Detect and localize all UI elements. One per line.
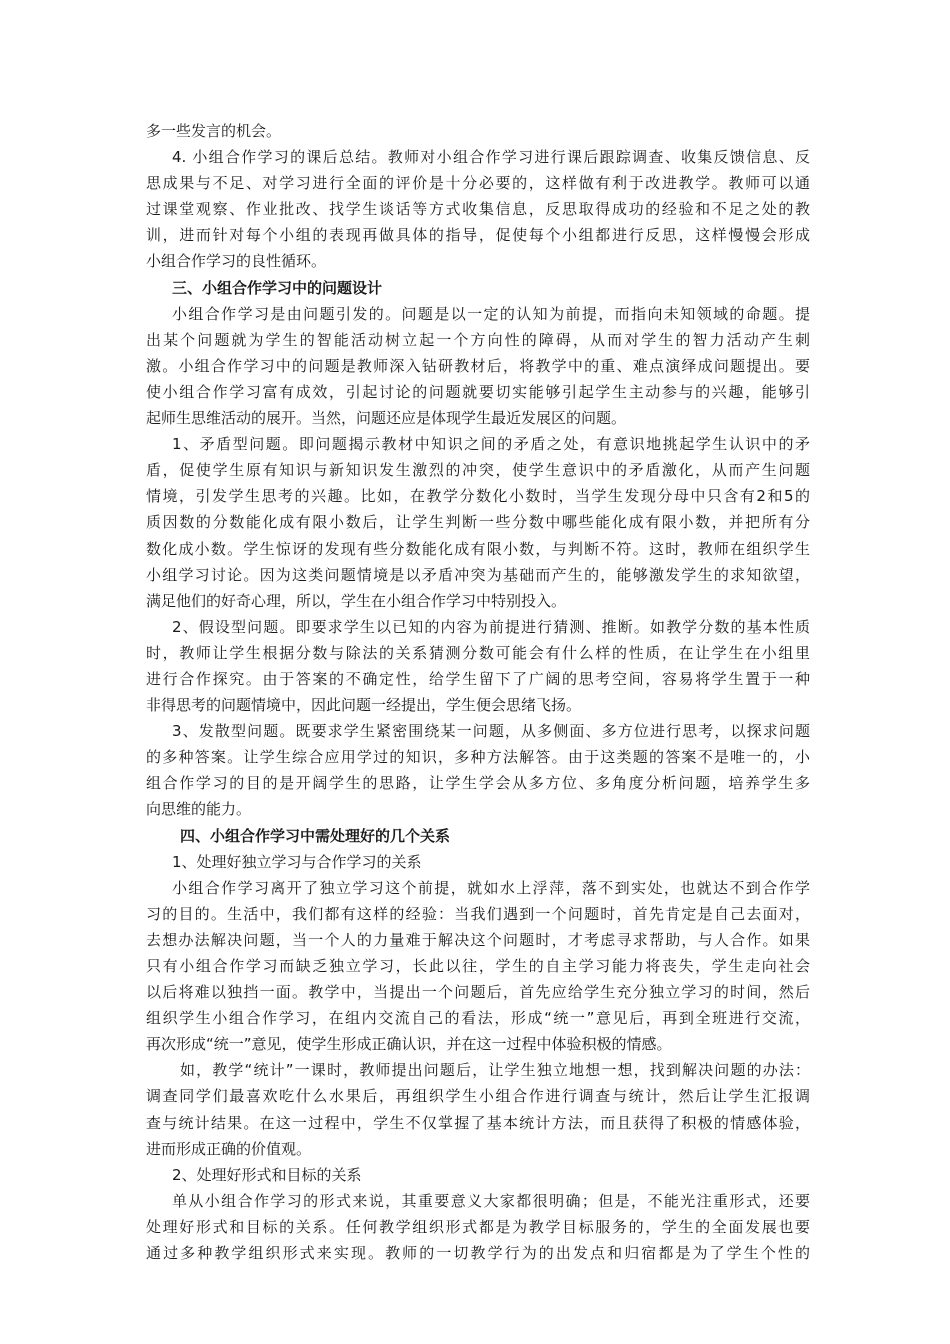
paragraph-line: 组合作学习的目的是开阔学生的思路，让学生学会从多方位、多角度分析问题，培养学生多 (146, 774, 810, 793)
paragraph-line: 数化成小数。学生惊讶的发现有些分数能化成有限小数，与判断不符。这时，教师在组织学生 (146, 539, 810, 558)
paragraph-line: 满足他们的好奇心理，所以，学生在小组合作学习中特别投入。 (146, 591, 567, 610)
paragraph-line: 调查同学们最喜欢吃什么水果后，再组织学生小组合作进行调查与统计，然后让学生汇报调 (146, 1087, 810, 1106)
paragraph-line: 如，教学“统计”一课时，教师提出问题后，让学生独立地想一想，找到解决问题的办法： (180, 1061, 810, 1080)
paragraph-line: 处理好形式和目标的关系。任何教学组织形式都是为教学目标服务的，学生的全面发展也要 (146, 1217, 810, 1236)
paragraph-line: 激。小组合作学习中的问题是教师深入钻研教材后，将教学中的重、难点演绎成问题提出。要 (146, 356, 810, 375)
subsection-heading: 1、处理好独立学习与合作学习的关系 (172, 852, 422, 871)
paragraph-line: 通过多种教学组织形式来实现。教师的一切教学行为的出发点和归宿都是为了学生个性的 (146, 1244, 810, 1263)
paragraph-line: 使小组合作学习富有成效，引起讨论的问题就要切实能够引起学生主动参与的兴趣，能够引 (146, 382, 810, 401)
paragraph-line: 小组合作学习是由问题引发的。问题是以一定的认知为前提，而指向未知领域的命题。提 (172, 304, 810, 323)
paragraph-line: 小组学习讨论。因为这类问题情境是以矛盾冲突为基础而产生的，能够激发学生的求知欲望， (146, 565, 810, 584)
paragraph-line: 进行合作探究。由于答案的不确定性，给学生留下了广阔的思考空间，容易将学生置于一种 (146, 669, 810, 688)
paragraph-line: 时，教师让学生根据分数与除法的关系猜测分数可能会有什么样的性质，在让学生在小组里 (146, 643, 810, 662)
paragraph-line: 训，进而针对每个小组的表现再做具体的指导，促使每个小组都进行反思，这样慢慢会形成 (146, 226, 810, 245)
paragraph-line: 思成果与不足、对学习进行全面的评价是十分必要的，这样做有利于改进教学。教师可以通 (146, 174, 810, 193)
paragraph-line: 出某个问题就为学生的智能活动树立起一个方向性的障碍，从而对学生的智力活动产生刺 (146, 330, 810, 349)
paragraph-line: 情境，引发学生思考的兴趣。比如，在教学分数化小数时，当学生发现分母中只含有2和5的 (146, 487, 810, 506)
section-heading: 三、小组合作学习中的问题设计 (172, 278, 383, 297)
paragraph-line: 单从小组合作学习的形式来说，其重要意义大家都很明确；但是，不能光注重形式，还要 (172, 1191, 810, 1210)
document-body (146, 118, 810, 1266)
paragraph-line: 小组合作学习的良性循环。 (146, 252, 327, 271)
paragraph-line: 组织学生小组合作学习，在组内交流自己的看法，形成“统一”意见后，再到全班进行交流， (146, 1009, 810, 1028)
paragraph-line: 去想办法解决问题，当一个人的力量难于解决这个问题时，才考虑寻求帮助，与人合作。如果 (146, 930, 810, 949)
subsection-heading: 2、处理好形式和目标的关系 (172, 1165, 362, 1184)
paragraph-line: 4. 小组合作学习的课后总结。教师对小组合作学习进行课后跟踪调查、收集反馈信息、反 (172, 148, 810, 167)
paragraph-line: 以后将难以独挡一面。教学中，当提出一个问题后，首先应给学生充分独立学习的时间，然后 (146, 983, 810, 1002)
paragraph-line: 3、发散型问题。既要求学生紧密围绕某一问题，从多侧面、多方位进行思考，以探求问题 (172, 722, 810, 741)
section-heading: 四、小组合作学习中需处理好的几个关系 (180, 826, 451, 845)
paragraph-line: 再次形成“统一”意见，使学生形成正确认识，并在这一过程中体验积极的情感。 (146, 1035, 672, 1054)
paragraph-line: 向思维的能力。 (146, 800, 252, 819)
paragraph-line: 非得思考的问题情境中，因此问题一经提出，学生便会思绪飞扬。 (146, 696, 582, 715)
paragraph-line: 起师生思维活动的展开。当然，问题还应是体现学生最近发展区的问题。 (146, 409, 627, 428)
paragraph-line: 过课堂观察、作业批改、找学生谈话等方式收集信息，反思取得成功的经验和不足之处的教 (146, 200, 810, 219)
paragraph-line: 进而形成正确的价值观。 (146, 1139, 312, 1158)
paragraph-line: 质因数的分数能化成有限小数后，让学生判断一些分数中哪些能化成有限小数，并把所有分 (146, 513, 810, 532)
paragraph-line: 1、矛盾型问题。即问题揭示教材中知识之间的矛盾之处，有意识地挑起学生认识中的矛 (172, 435, 810, 454)
paragraph-line: 2、假设型问题。即要求学生以已知的内容为前提进行猜测、推断。如教学分数的基本性质 (172, 617, 810, 636)
paragraph-line: 的多种答案。让学生综合应用学过的知识，多种方法解答。由于这类题的答案不是唯一的，小 (146, 748, 810, 767)
paragraph-line: 习的目的。生活中，我们都有这样的经验：当我们遇到一个问题时，首先肯定是自己去面对， (146, 904, 810, 923)
paragraph-line: 小组合作学习离开了独立学习这个前提，就如水上浮萍，落不到实处，也就达不到合作学 (172, 878, 810, 897)
paragraph-line: 多一些发言的机会。 (146, 122, 282, 140)
paragraph-line: 盾，促使学生原有知识与新知识发生激烈的冲突，使学生意识中的矛盾激化，从而产生问题 (146, 461, 810, 480)
paragraph-line: 查与统计结果。在这一过程中，学生不仅掌握了基本统计方法，而且获得了积极的情感体验， (146, 1113, 810, 1132)
paragraph-line: 只有小组合作学习而缺乏独立学习，长此以往，学生的自主学习能力将丧失，学生走向社会 (146, 957, 810, 975)
